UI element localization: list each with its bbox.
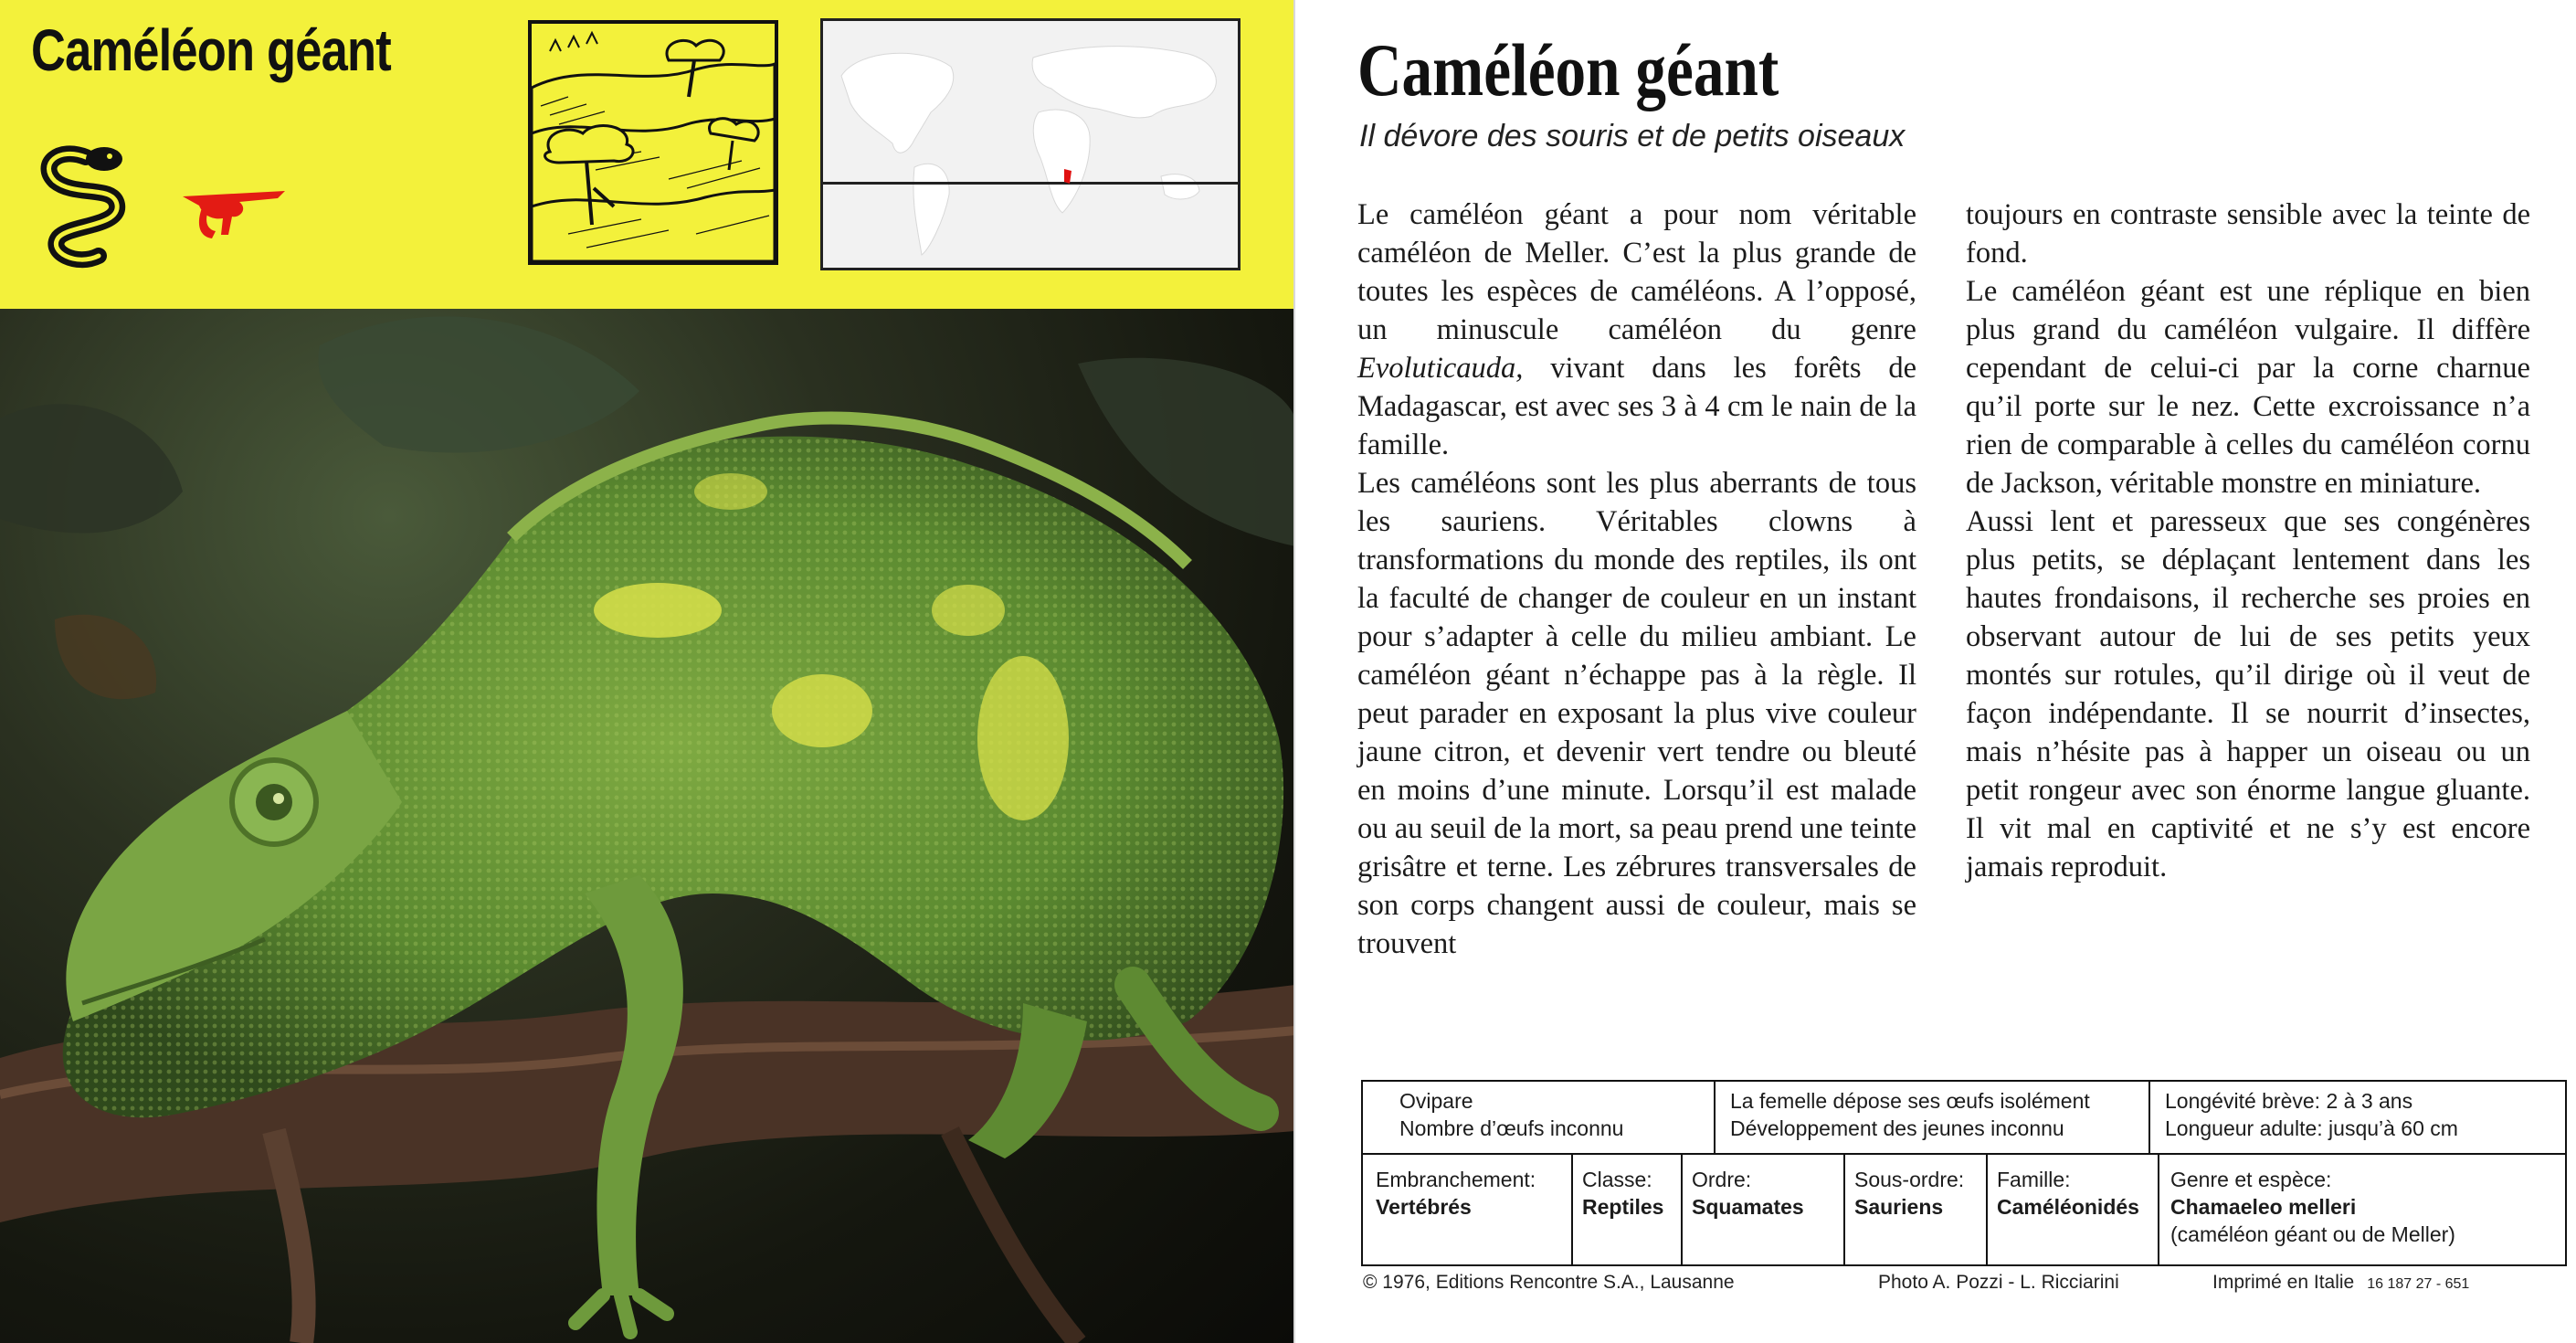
taxon-order [1692,1166,1804,1275]
divider [2158,1155,2159,1264]
divider [1714,1082,1716,1153]
reproduction-type: Ovipare [1399,1089,1473,1113]
reproduction-cell [1399,1087,1623,1158]
taxon-value: Vertébrés [1376,1195,1472,1219]
paragraph: toujours en contraste sensible avec la teinte de fond. [1966,198,2530,270]
back-card [1297,0,2576,1343]
info-table [1361,1080,2567,1266]
back-subtitle: Il dévore des souris et de petits oiseaux [1359,119,1906,153]
text-column-right [1966,196,2530,886]
taxon-value: Squamates [1692,1195,1804,1219]
egg-laying: La femelle dépose ses œufs isolément [1730,1089,2090,1113]
text-column-left [1357,196,1916,963]
front-title: Caméléon géant [31,17,391,83]
taxon-value: Caméléonidés [1997,1195,2139,1219]
adult-length: Longueur adulte: jusqu’à 60 cm [2165,1116,2458,1140]
map-equator-line [823,182,1238,185]
egg-count: Nombre d’œufs inconnu [1399,1116,1624,1140]
taxon-label: Ordre: [1692,1168,1752,1191]
young-development: Développement des jeunes inconnu [1730,1116,2064,1140]
taxon-value: Sauriens [1854,1195,1944,1219]
printed-in: Imprimé en Italie [2212,1272,2355,1293]
taxon-value: Reptiles [1582,1195,1664,1219]
divider [1986,1155,1988,1264]
divider [1571,1155,1573,1264]
taxon-label: Famille: [1997,1168,2071,1191]
taxon-species [2170,1166,2455,1275]
range-marker [1059,167,1077,195]
taxon-label: Sous-ordre: [1854,1168,1965,1191]
photo-credit: Photo A. Pozzi - L. Ricciarini [1878,1272,2119,1293]
longevity: Longévité brève: 2 à 3 ans [2165,1089,2413,1113]
taxon-class [1582,1166,1663,1275]
divider [2148,1082,2150,1153]
paragraph: Les caméléons sont les plus aberrants de tous les sauriens. Véritables clowns à transformations du monde des reptiles, ils ont la faculté de changer de couleur en un instant pour s’adapter à celle du milieu ambiant. Le caméléon géant n’échappe pas à la règle. Il peut parader en exposant la plus vive couleur jaune citron, et devenir vert tendre ou bleuté en moins d’une minute. Lorsqu’il est malade ou au seuil de la mort, sa peau prend une teinte grisâtre et terne. Les zébrures transversales de son corps changent aussi de couleur, mais se trouvent [1357,467,1916,960]
taxon-label: Classe: [1582,1168,1652,1191]
back-title: Caméléon géant [1357,28,1779,111]
life-cell [2165,1087,2458,1158]
chameleon-photo [0,309,1295,1343]
development-cell [1730,1087,2090,1158]
taxon-common-name: (caméléon géant ou de Meller) [2170,1222,2455,1246]
taxon-value: Chamaeleo melleri [2170,1195,2357,1219]
taxon-suborder [1854,1166,1964,1275]
card-code: 16 187 27 - 651 [2367,1276,2470,1292]
taxon-label: Genre et espèce: [2170,1168,2332,1191]
info-row-taxonomy [1363,1155,2565,1264]
copyright: © 1976, Editions Rencontre S.A., Lausanne [1363,1272,1735,1293]
paragraph-text: vivant dans les forêts de Madagascar, est avec ses 3 à 4 cm le nain de la famille. [1357,352,1916,461]
paragraph-text: Le caméléon géant a pour nom véritable caméléon de Meller. C’est la plus grande de toutes les espèces de caméléons. A l’opposé, un minuscule caméléon du genre [1357,198,1916,346]
paragraph [1357,196,1916,464]
print-info [2212,1272,2469,1294]
info-row-biology [1363,1082,2565,1155]
lizard-icon [175,178,294,251]
paragraph: Aussi lent et paresseux que ses congénères plus petits, se déplaçant lentement dans les hautes frondaisons, il recherche ses proies en observant autour de lui de ses petits yeux montés sur rotules, qu’il dirige où il veut de façon indépendante. Il se nourrit d’insectes, mais n’hésite pas à happer un oiseau ou un petit rongeur avec son énorme langue gluante. Il vit mal en captivité et ne s’y est encore jamais reproduit. [1966,505,2530,883]
taxon-phylum [1376,1166,1536,1275]
habitat-illustration [528,20,778,265]
genus-name: Evoluticauda, [1357,352,1524,385]
taxon-label: Embranchement: [1376,1168,1536,1191]
divider [1843,1155,1845,1264]
snake-icon [22,137,150,274]
divider [1681,1155,1683,1264]
taxon-family [1997,1166,2139,1275]
paragraph: Le caméléon géant est une réplique en bien plus grand du caméléon vulgaire. Il diffère cependant de celui-ci par la corne charnue qu’il porte sur le nez. Cette excroissance n’a rien de comparable à celles du caméléon cornu de Jackson, véritable monstre en miniature. [1966,275,2530,500]
distribution-map [820,18,1240,270]
